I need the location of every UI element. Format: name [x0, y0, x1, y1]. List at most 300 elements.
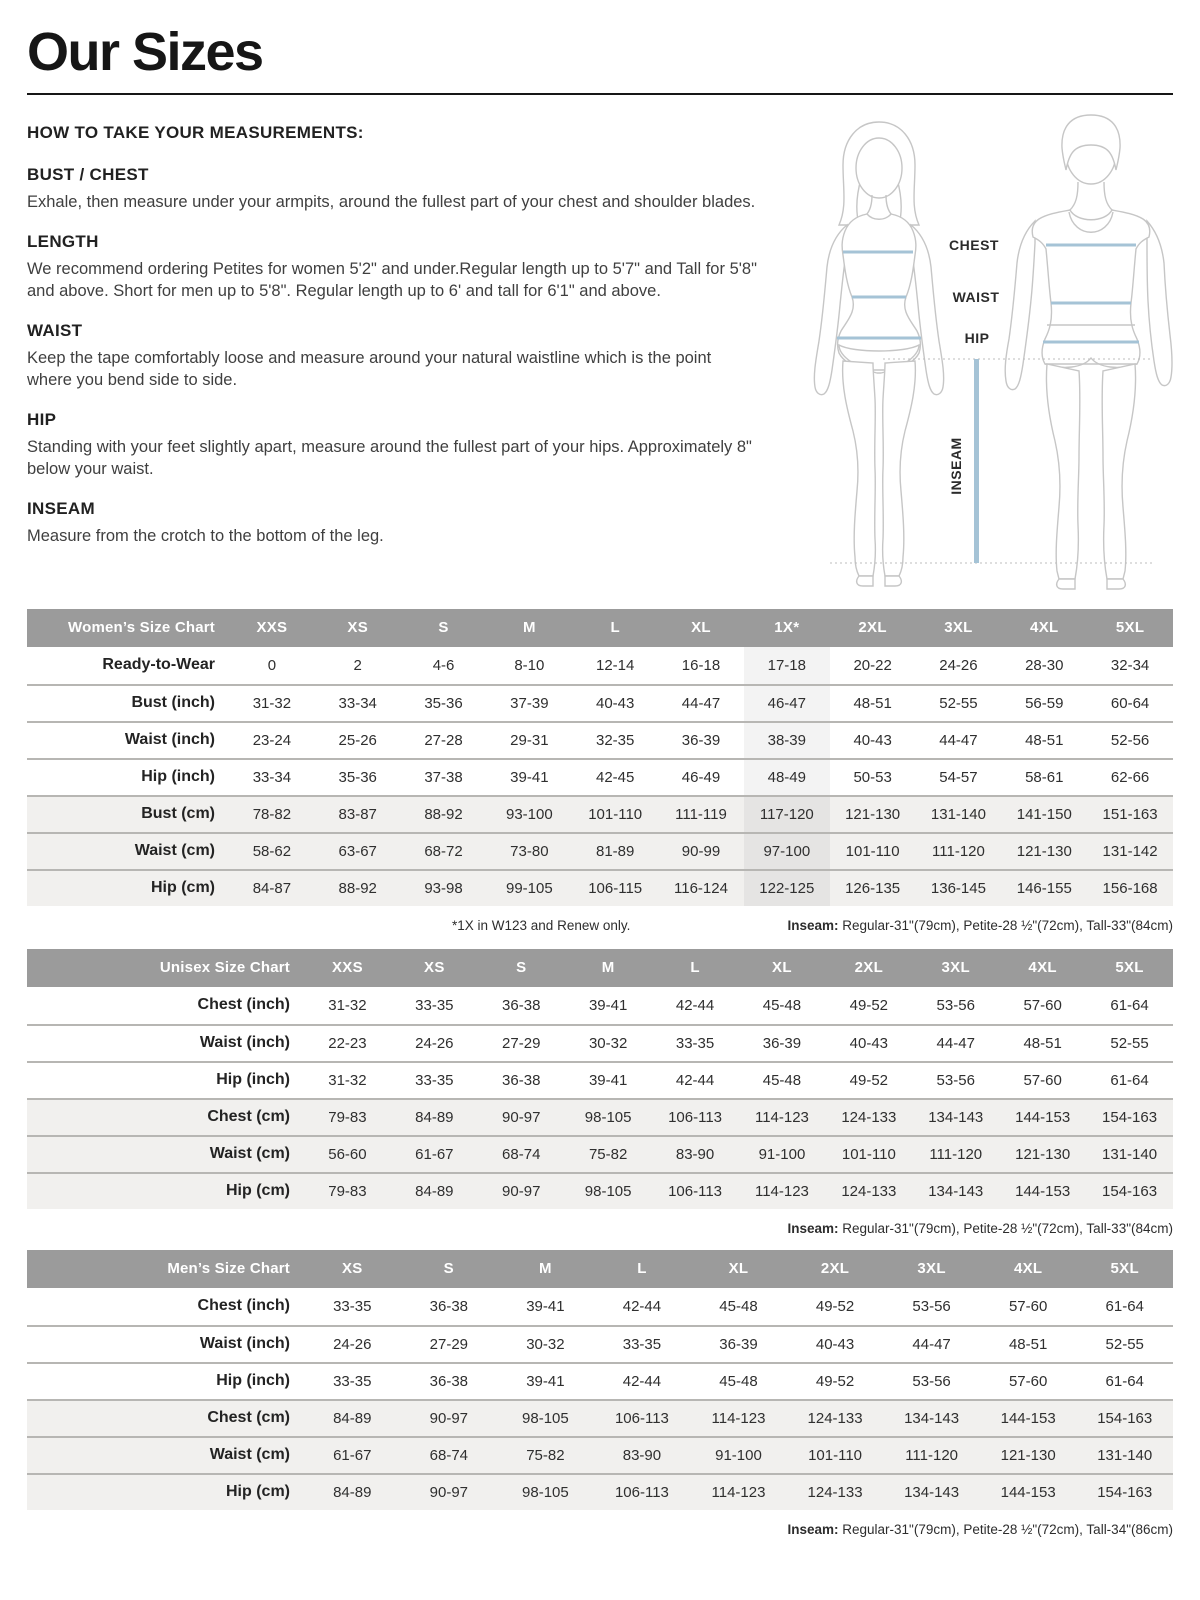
size-column-header: 5XL	[1115, 619, 1145, 637]
page-title: Our Sizes	[27, 22, 263, 82]
row-label: Waist (inch)	[199, 1034, 290, 1052]
size-tables	[27, 609, 1173, 1537]
instruction-bust-chest	[27, 165, 759, 213]
table-title: Men’s Size Chart	[167, 1260, 290, 1278]
size-cell: 84-89	[415, 1108, 454, 1126]
size-cell: 63-67	[338, 842, 377, 860]
size-cell: 31-32	[328, 1071, 367, 1089]
size-cell: 101-110	[845, 842, 900, 860]
size-column-header: S	[438, 619, 449, 637]
size-cell: 61-64	[1105, 1372, 1144, 1390]
size-cell: 124-133	[807, 1483, 863, 1501]
size-cell: 48-51	[1025, 731, 1064, 749]
size-cell: 27-29	[502, 1034, 541, 1052]
size-column-header: 4XL	[1028, 959, 1057, 977]
size-cell: 57-60	[1023, 1071, 1062, 1089]
man-right-leg	[1102, 364, 1135, 579]
size-cell: 44-47	[912, 1335, 951, 1353]
size-cell: 61-67	[415, 1145, 454, 1163]
size-cell: 79-83	[328, 1182, 367, 1200]
size-cell: 33-35	[415, 1071, 454, 1089]
row-label: Chest (inch)	[197, 1297, 290, 1315]
size-cell: 30-32	[526, 1335, 565, 1353]
size-cell: 53-56	[912, 1297, 951, 1315]
size-cell: 84-89	[333, 1483, 372, 1501]
size-cell: 57-60	[1008, 1297, 1048, 1315]
table-women	[27, 609, 1173, 933]
table-footnote	[27, 1221, 1173, 1236]
size-cell: 38-39	[744, 723, 830, 758]
size-cell: 53-56	[936, 1071, 975, 1089]
size-column-header: 2XL	[854, 959, 884, 977]
size-cell: 33-34	[338, 694, 377, 712]
size-column-header: 2XL	[820, 1260, 850, 1278]
size-cell: 154-163	[1102, 1108, 1158, 1126]
size-column-header: XL	[728, 1260, 749, 1278]
size-cell: 114-123	[754, 1108, 809, 1126]
size-cell: 52-55	[939, 694, 978, 712]
table-row	[27, 1436, 1173, 1473]
size-cell: 31-32	[252, 694, 292, 712]
size-column-header: 5XL	[1115, 959, 1144, 977]
row-label: Hip (cm)	[226, 1182, 290, 1200]
size-cell: 144-153	[1000, 1483, 1056, 1501]
size-cell: 33-35	[333, 1297, 372, 1315]
chest-label: CHEST	[949, 236, 999, 253]
measurements-section	[27, 123, 1173, 599]
size-cell: 35-36	[338, 768, 377, 786]
size-cell: 88-92	[424, 805, 463, 823]
size-cell: 79-83	[328, 1108, 367, 1126]
size-column-header: M	[538, 1260, 552, 1278]
size-cell: 101-110	[588, 805, 643, 823]
instruction-body: Keep the tape comfortably loose and measure around your natural waistline which is the point where you bend side to side.	[27, 349, 712, 390]
size-cell: 61-67	[333, 1446, 372, 1464]
size-cell: 48-49	[744, 760, 830, 795]
size-cell: 42-44	[622, 1297, 662, 1315]
instruction-waist	[27, 321, 759, 391]
man-right-arm	[1147, 221, 1172, 386]
size-cell: 53-56	[912, 1372, 951, 1390]
row-label: Waist (inch)	[124, 731, 215, 749]
size-cell: 29-31	[510, 731, 549, 749]
size-column-header: XL	[691, 619, 711, 637]
row-label: Chest (cm)	[207, 1409, 290, 1427]
size-cell: 16-18	[681, 656, 721, 674]
size-cell: 141-150	[1016, 805, 1072, 823]
size-cell: 40-43	[595, 694, 635, 712]
table-men	[27, 1250, 1173, 1537]
size-cell: 131-140	[930, 805, 986, 823]
instruction-body: Measure from the crotch to the bottom of the leg.	[27, 527, 384, 546]
size-cell: 68-74	[502, 1145, 541, 1163]
inseam-label: INSEAM	[948, 436, 964, 495]
table-footnote	[27, 1522, 1173, 1537]
size-cell: 124-133	[841, 1182, 897, 1200]
size-cell: 33-34	[252, 768, 292, 786]
woman-left-leg	[843, 361, 876, 576]
row-label: Waist (cm)	[209, 1446, 290, 1464]
size-cell: 106-113	[668, 1108, 723, 1126]
size-cell: 101-110	[808, 1446, 863, 1464]
size-cell: 144-153	[1000, 1409, 1056, 1427]
size-cell: 124-133	[841, 1108, 897, 1126]
size-cell: 33-35	[333, 1372, 372, 1390]
size-cell: 48-51	[1008, 1335, 1048, 1353]
woman-left-foot	[857, 576, 873, 586]
row-label: Waist (cm)	[209, 1145, 290, 1163]
woman-face	[856, 138, 902, 198]
table-row	[27, 1473, 1173, 1510]
size-cell: 40-43	[815, 1335, 855, 1353]
table-row	[27, 869, 1173, 906]
table-unisex	[27, 949, 1173, 1236]
size-cell: 39-41	[588, 996, 628, 1014]
size-cell: 52-56	[1110, 731, 1150, 749]
size-cell: 45-48	[719, 1372, 758, 1390]
size-cell: 4-6	[432, 656, 455, 674]
table-row	[27, 721, 1173, 758]
how-to-heading: HOW TO TAKE YOUR MEASUREMENTS:	[27, 122, 364, 142]
table-row	[27, 1172, 1173, 1209]
size-cell: 98-105	[522, 1483, 569, 1501]
size-cell: 24-26	[333, 1335, 372, 1353]
size-cell: 144-153	[1015, 1108, 1071, 1126]
instruction-body: We recommend ordering Petites for women 5'2" and under.Regular length up to 5'7" and Tall for 5'8" and above. Short for men up to 5'8". Regular length up to 6' and tall for 6'1" and above.	[27, 259, 757, 300]
size-cell: 28-30	[1025, 656, 1064, 674]
footnote-inseam: Inseam: Regular-31"(79cm), Petite-28 ½"(72cm), Tall-33"(84cm)	[787, 917, 1173, 933]
size-cell: 106-113	[614, 1483, 669, 1501]
size-cell: 68-74	[429, 1446, 469, 1464]
size-cell: 45-48	[762, 996, 802, 1014]
size-cell: 60-64	[1110, 694, 1150, 712]
size-cell: 58-62	[252, 842, 292, 860]
size-column-header: 4XL	[1013, 1260, 1043, 1278]
size-cell: 68-72	[424, 842, 463, 860]
size-cell: 49-52	[849, 996, 889, 1014]
size-column-header: XXS	[256, 619, 288, 637]
size-cell: 44-47	[681, 694, 721, 712]
size-cell: 57-60	[1008, 1372, 1048, 1390]
size-column-header: XS	[347, 619, 369, 637]
inseam-bar	[974, 359, 979, 563]
size-cell: 36-39	[762, 1034, 802, 1052]
size-cell: 49-52	[815, 1297, 855, 1315]
size-cell: 93-100	[506, 805, 553, 823]
man-figure	[1005, 115, 1172, 589]
table-title: Women’s Size Chart	[68, 619, 215, 637]
size-cell: 88-92	[338, 879, 377, 897]
size-cell: 134-143	[928, 1108, 984, 1126]
size-cell: 32-35	[595, 731, 635, 749]
size-cell: 61-64	[1110, 996, 1149, 1014]
table-header-women	[27, 609, 1173, 647]
table-footnote	[27, 918, 1173, 933]
size-cell: 61-64	[1110, 1071, 1149, 1089]
size-column-header: 3XL	[941, 959, 970, 977]
instruction-hip	[27, 410, 759, 480]
table-row	[27, 1362, 1173, 1399]
woman-right-foot	[885, 576, 901, 586]
table-row	[27, 1288, 1173, 1325]
size-cell: 27-28	[424, 731, 463, 749]
size-cell: 106-115	[588, 879, 643, 897]
size-cell: 52-55	[1105, 1335, 1144, 1353]
size-cell: 98-105	[584, 1182, 632, 1200]
size-column-header: S	[443, 1260, 454, 1278]
size-cell: 44-47	[939, 731, 978, 749]
size-cell: 48-51	[1023, 1034, 1062, 1052]
size-cell: 131-142	[1102, 842, 1158, 860]
row-label: Hip (inch)	[216, 1071, 290, 1089]
size-cell: 49-52	[815, 1372, 855, 1390]
table-row	[27, 758, 1173, 795]
size-cell: 36-39	[719, 1335, 758, 1353]
row-label: Bust (inch)	[131, 694, 215, 712]
row-label: Ready-to-Wear	[102, 656, 215, 674]
size-cell: 111-120	[905, 1446, 959, 1464]
row-label: Bust (cm)	[141, 805, 215, 823]
table-row	[27, 1098, 1173, 1135]
size-cell: 134-143	[928, 1182, 984, 1200]
size-cell: 56-60	[328, 1145, 367, 1163]
size-cell: 40-43	[853, 731, 892, 749]
size-cell: 84-87	[252, 879, 292, 897]
size-cell: 131-140	[1102, 1145, 1158, 1163]
size-cell: 99-105	[506, 879, 553, 897]
size-cell: 52-55	[1110, 1034, 1149, 1052]
size-cell: 101-110	[841, 1145, 896, 1163]
size-cell: 134-143	[904, 1483, 960, 1501]
size-cell: 73-80	[510, 842, 549, 860]
size-cell: 23-24	[252, 731, 292, 749]
table-row	[27, 1135, 1173, 1172]
footnote-inseam: Inseam: Regular-31"(79cm), Petite-28 ½"(72cm), Tall-33"(84cm)	[787, 1220, 1173, 1236]
size-cell: 37-38	[424, 768, 463, 786]
size-cell: 27-29	[429, 1335, 469, 1353]
size-column-header: XS	[341, 1260, 363, 1278]
size-column-header: L	[610, 619, 620, 637]
man-left-foot	[1057, 579, 1075, 589]
size-cell: 25-26	[338, 731, 377, 749]
row-label: Chest (cm)	[207, 1108, 290, 1126]
size-cell: 17-18	[744, 647, 830, 684]
size-cell: 30-32	[588, 1034, 628, 1052]
body-figures-illustration	[773, 109, 1173, 599]
size-cell: 57-60	[1023, 996, 1062, 1014]
size-cell: 54-57	[939, 768, 978, 786]
size-cell: 49-52	[849, 1071, 889, 1089]
size-cell: 84-89	[333, 1409, 372, 1427]
size-cell: 36-38	[429, 1372, 469, 1390]
size-column-header: S	[516, 959, 527, 977]
size-cell: 8-10	[514, 656, 545, 674]
table-row	[27, 647, 1173, 684]
size-cell: 39-41	[588, 1071, 628, 1089]
size-column-header: 5XL	[1110, 1260, 1139, 1278]
size-cell: 84-89	[415, 1182, 454, 1200]
size-cell: 42-45	[595, 768, 635, 786]
size-cell: 144-153	[1015, 1182, 1071, 1200]
size-column-header: XL	[772, 959, 792, 977]
size-cell: 36-39	[681, 731, 721, 749]
size-cell: 111-119	[675, 805, 727, 823]
size-column-header: 1X*	[774, 619, 800, 637]
size-cell: 114-123	[754, 1182, 809, 1200]
size-cell: 91-100	[715, 1446, 762, 1464]
size-cell: 40-43	[849, 1034, 889, 1052]
size-cell: 20-22	[853, 656, 892, 674]
size-cell: 151-163	[1102, 805, 1158, 823]
size-cell: 121-130	[1015, 1145, 1071, 1163]
table-row	[27, 795, 1173, 832]
size-cell: 81-89	[595, 842, 635, 860]
size-cell: 33-35	[415, 996, 454, 1014]
size-cell: 24-26	[415, 1034, 454, 1052]
size-cell: 83-90	[675, 1145, 715, 1163]
size-cell: 154-163	[1097, 1483, 1153, 1501]
size-cell: 75-82	[526, 1446, 565, 1464]
size-cell: 97-100	[744, 834, 830, 869]
instruction-heading: WAIST	[27, 321, 83, 341]
size-cell: 24-26	[939, 656, 978, 674]
size-cell: 124-133	[807, 1409, 863, 1427]
size-cell: 37-39	[510, 694, 549, 712]
size-cell: 98-105	[584, 1108, 632, 1126]
size-cell: 121-130	[1000, 1446, 1056, 1464]
size-cell: 90-97	[502, 1182, 541, 1200]
measurement-diagram	[773, 109, 1173, 599]
size-cell: 134-143	[904, 1409, 960, 1427]
size-cell: 46-47	[744, 686, 830, 721]
table-row	[27, 1061, 1173, 1098]
size-cell: 33-35	[675, 1034, 715, 1052]
size-cell: 106-113	[668, 1182, 723, 1200]
table-row	[27, 832, 1173, 869]
size-cell: 35-36	[424, 694, 463, 712]
size-column-header: XXS	[331, 959, 363, 977]
size-cell: 83-90	[622, 1446, 662, 1464]
row-label: Hip (inch)	[216, 1372, 290, 1390]
woman-figure	[814, 122, 943, 586]
size-cell: 36-38	[502, 1071, 541, 1089]
size-cell: 114-123	[711, 1409, 766, 1427]
instruction-heading: INSEAM	[27, 499, 95, 519]
row-label: Waist (inch)	[199, 1335, 290, 1353]
size-cell: 121-130	[1016, 842, 1072, 860]
instruction-heading: HIP	[27, 410, 57, 430]
table-row	[27, 684, 1173, 721]
size-cell: 111-120	[929, 1145, 983, 1163]
instruction-body: Exhale, then measure under your armpits, around the fullest part of your chest and shoulder blades.	[27, 192, 756, 211]
row-label: Chest (inch)	[197, 996, 290, 1014]
measurement-instructions	[27, 123, 773, 567]
size-cell: 121-130	[845, 805, 901, 823]
size-cell: 0	[267, 656, 277, 674]
size-cell: 78-82	[252, 805, 292, 823]
size-cell: 48-51	[853, 694, 892, 712]
size-column-header: 3XL	[944, 619, 973, 637]
instruction-inseam	[27, 499, 759, 547]
size-cell: 22-23	[328, 1034, 367, 1052]
man-right-foot	[1107, 579, 1125, 589]
size-cell: 39-41	[510, 768, 549, 786]
table-row	[27, 987, 1173, 1024]
size-cell: 36-38	[502, 996, 541, 1014]
size-cell: 146-155	[1016, 879, 1072, 897]
size-column-header: M	[601, 959, 615, 977]
size-cell: 91-100	[758, 1145, 806, 1163]
row-label: Hip (inch)	[141, 768, 215, 786]
row-label: Hip (cm)	[151, 879, 215, 897]
woman-torso	[838, 214, 921, 370]
instruction-heading: BUST / CHEST	[27, 164, 149, 184]
size-cell: 90-99	[681, 842, 721, 860]
size-column-header: XS	[424, 959, 445, 977]
size-cell: 31-32	[328, 996, 367, 1014]
woman-right-leg	[883, 361, 916, 576]
size-cell: 56-59	[1025, 694, 1064, 712]
size-cell: 156-168	[1102, 879, 1158, 897]
size-cell: 53-56	[936, 996, 975, 1014]
table-header-men	[27, 1250, 1173, 1288]
instruction-body: Standing with your feet slightly apart, measure around the fullest part of your hips. Approximately 8" below your waist.	[27, 438, 752, 479]
size-cell: 136-145	[930, 879, 986, 897]
row-label: Hip (cm)	[226, 1483, 290, 1501]
size-column-header: 4XL	[1030, 619, 1059, 637]
size-cell: 33-35	[622, 1335, 662, 1353]
table-header-unisex	[27, 949, 1173, 987]
size-cell: 154-163	[1097, 1409, 1153, 1427]
size-cell: 50-53	[853, 768, 892, 786]
size-cell: 42-44	[675, 996, 715, 1014]
size-cell: 106-113	[614, 1409, 669, 1427]
size-cell: 122-125	[744, 871, 830, 906]
size-column-header: L	[637, 1260, 647, 1278]
size-column-header: M	[522, 619, 536, 637]
size-cell: 117-120	[744, 797, 830, 832]
size-cell: 98-105	[522, 1409, 569, 1427]
size-cell: 12-14	[595, 656, 635, 674]
footnote-inseam: Inseam: Regular-31"(79cm), Petite-28 ½"(72cm), Tall-34"(86cm)	[787, 1521, 1173, 1537]
table-row	[27, 1399, 1173, 1436]
title-divider	[27, 93, 1173, 95]
man-left-arm	[1005, 221, 1035, 390]
size-cell: 154-163	[1102, 1182, 1158, 1200]
size-cell: 42-44	[675, 1071, 715, 1089]
size-cell: 114-123	[711, 1483, 766, 1501]
size-cell: 32-34	[1110, 656, 1150, 674]
man-left-leg	[1046, 364, 1079, 579]
size-cell: 44-47	[936, 1034, 975, 1052]
size-cell: 45-48	[719, 1297, 758, 1315]
size-cell: 75-82	[588, 1145, 628, 1163]
size-cell: 116-124	[674, 879, 728, 897]
size-cell: 36-38	[429, 1297, 469, 1315]
size-cell: 2	[353, 656, 362, 674]
size-column-header: L	[690, 959, 700, 977]
size-cell: 46-49	[681, 768, 721, 786]
size-cell: 83-87	[338, 805, 377, 823]
instruction-heading: LENGTH	[27, 231, 99, 251]
size-cell: 39-41	[526, 1372, 565, 1390]
size-cell: 42-44	[622, 1372, 662, 1390]
size-cell: 58-61	[1025, 768, 1064, 786]
size-cell: 45-48	[762, 1071, 802, 1089]
row-label: Waist (cm)	[134, 842, 215, 860]
footnote-1x: *1X in W123 and Renew only.	[452, 917, 631, 933]
size-cell: 111-120	[932, 842, 985, 860]
